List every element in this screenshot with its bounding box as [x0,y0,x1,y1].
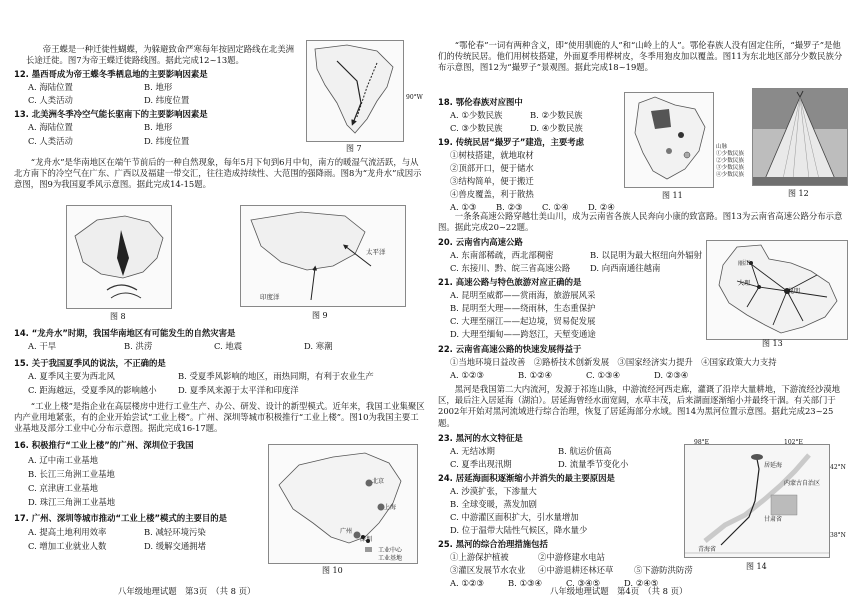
question-21: 21. 高速公路与特色旅游对应正确的是 [438,277,582,287]
q25-option-a[interactable]: A. ①②③ [450,578,484,588]
q20-option-d[interactable]: D. 向西南通往越南 [590,263,661,273]
q15-option-a[interactable]: A. 夏季风主要为西北风 [28,371,115,381]
intro-industry-upstairs: “工业上楼”是指企业在高层楼房中进行工业生产、办公、研发、设计的新型模式。近年来，我国工业集聚区内产业用地紧张，有的企业开始尝试“工业上楼”。广州、深圳等城市积极推行“工业上楼”。图10为我国主要工业基地及部分工业中心分布示意图。据此完成16-17题。 [14,401,425,434]
q25-item-5: ⑤下游防洪防涝 [634,565,693,575]
fig11-legend-4: ④少数民族 [716,172,744,178]
q16-option-d[interactable]: D. 珠江三角洲工业基地 [28,497,116,507]
q24-option-b[interactable]: B. 全球变暖，蒸发加剧 [450,499,537,509]
figure-13-caption: 图 13 [762,339,783,348]
fig9-label-pacific: 太平洋 [366,248,386,256]
yunnan-highway-map [707,241,847,339]
fig14-label-juyan-lake: 居延海 [764,462,783,469]
q18-option-b[interactable]: B. ②少数民族 [530,110,583,120]
northeast-minorities-map [625,93,713,187]
q12-option-c[interactable]: C. 人类活动 [28,95,73,105]
q17-option-c[interactable]: C. 增加工业就业人数 [28,541,107,551]
q13-option-b[interactable]: B. 地形 [144,122,173,132]
figure-11-caption: 图 11 [662,191,683,200]
q17-option-a[interactable]: A. 提高土地利用效率 [28,527,107,537]
q22-option-b[interactable]: B. ①②④ [518,370,553,380]
q19-option-d[interactable]: D. ②④ [588,202,615,212]
fig13-label-dali: 大理 [738,280,751,287]
q23-option-d[interactable]: D. 流量季节变化小 [558,459,629,469]
q18-option-d[interactable]: D. ④少数民族 [530,123,583,133]
q15-option-c[interactable]: C. 距海越远，受夏季风的影响越小 [28,385,157,395]
fig11-legend [716,144,744,179]
q20-option-b[interactable]: B. 以昆明为最大枢纽向外辐射 [590,250,702,260]
question-13: 13. 北美洲冬季冷空气能长驱南下的主要影响因素是 [14,109,208,119]
question-19: 19. 传统民居“撮罗子”建造，主要考虑 [438,137,585,147]
q15-option-b[interactable]: B. 受夏季风影响的地区，雨热同期，有利于农业生产 [178,371,374,381]
q23-option-b[interactable]: B. 航运价值高 [558,446,612,456]
q19-option-a[interactable]: A. ①③ [450,202,477,212]
figure-11-map [624,92,714,188]
q16-option-a[interactable]: A. 辽中南工业基地 [28,455,98,465]
q12-option-a[interactable]: A. 海陆位置 [28,82,73,92]
q16-option-b[interactable]: B. 长江三角洲工业基地 [28,469,115,479]
fig11-legend-1: ①少数民族 [716,151,744,157]
q25-option-d[interactable]: D. ②④⑤ [624,578,659,588]
q25-option-c[interactable]: C. ③④⑤ [566,578,600,588]
intro-yunnan-highway: 一条条高速公路穿越壮美山川，成为云南省各族人民奔向小康的致富路。图13为云南省高速公路分布示意图。据此完成20~22题。 [438,211,843,233]
q22-option-c[interactable]: C. ①③④ [586,370,620,380]
question-15: 15. 关于我国夏季风的说法，不正确的是 [14,358,166,368]
q19-item-1: ①树枝搭建，就地取材 [450,150,534,160]
fig14-label-gansu: 甘肃省 [764,516,783,523]
fig10-legend-base: 工业基地 [378,555,403,562]
q25-item-2: ②中游修建水电站 [538,552,605,562]
q21-option-a[interactable]: A. 昆明至威都——赏雨海，旅游展风采 [450,290,596,300]
q18-option-a[interactable]: A. ①少数民族 [450,110,503,120]
q24-option-d[interactable]: D. 位于温带大陆性气候区，降水量少 [450,525,588,535]
fig13-label-lijiang: 丽江 [738,260,751,267]
q22-option-a[interactable]: A. ①②③ [450,370,484,380]
q20-option-c[interactable]: C. 东接川、黔、皖三省高速公路 [450,263,571,273]
cuoluozi-tent-photo [753,89,847,185]
intro-heihe-river: 黑河是我国第二大内流河，发源于祁连山脉，中游流经河西走廊，灌溉了沿岸大量耕地，下游流经沙漠地区，最后注入居延海（湖泊）。居延海曾经水面宽阔，水草丰茂，后来湖面逐渐缩小并最终干涸。有关部门于2002年开始对黑河流域进行综合治理，恢复了居延海部分水域。图14为黑河位置示意图。据此完成23~25题。 [438,384,841,428]
figure-14-map [684,444,830,558]
q13-option-d[interactable]: D. 纬度位置 [144,136,190,146]
fig9-label-indian-ocean: 印度洋 [260,293,280,301]
fig10-label-beijing: 北京 [372,478,385,485]
figure-10-caption: 图 10 [322,566,343,575]
question-16: 16. 积极推行“工业上楼”的广州、深圳位于我国 [14,440,194,450]
q14-option-a[interactable]: A. 干旱 [28,341,57,351]
figure-8-caption: 图 8 [110,312,126,321]
intro-monarch: 帝王蝶是一种迁徙性蝴蝶，为躲避致命严寒每年按固定路线在北美洲长途迁徙。图7为帝王蝶迁徙路线图。据此完成12~13题。 [26,44,295,66]
question-14: 14. “龙舟水”时期，我国华南地区有可能发生的自然灾害是 [14,328,236,338]
figure-7-caption: 图 7 [346,144,362,153]
q12-option-b[interactable]: B. 地形 [144,82,173,92]
dragon-boat-water-diagram [67,206,171,308]
q19-item-2: ②顶部开口，便于储水 [450,163,534,173]
question-22: 22. 云南省高速公路的快速发展得益于 [438,344,582,354]
fig14-lon-98e: 98°E [694,439,710,446]
fig7-longitude: 90°W [406,94,423,101]
heihe-river-map [685,445,829,557]
fig14-lon-102e: 102°E [784,439,803,446]
q25-option-b[interactable]: B. ①③④ [508,578,543,588]
fig10-label-guangzhou: 广州 [340,528,353,535]
q16-option-c[interactable]: C. 京津唐工业基地 [28,483,99,493]
figure-13-map [706,240,848,340]
fig10-label-shenzhen: 深圳 [360,536,373,543]
q19-item-3: ③结构简单，便于搬迁 [450,176,534,186]
right-column [438,0,850,608]
q21-option-b[interactable]: B. 昆明至大理——绕雨林，生态重保护 [450,303,596,313]
q23-option-c[interactable]: C. 夏季出现汛期 [450,459,512,469]
figure-12-photo [752,88,848,186]
monarch-route-map [307,41,403,141]
fig14-label-inner-mongolia: 内蒙古自治区 [784,480,821,487]
page-footer-3: 八年级地理试题 第3页 （共 8 页） [118,586,256,596]
question-23: 23. 黑河的水文特征是 [438,433,523,443]
q21-option-c[interactable]: C. 大理至丽江——起边境，贸易促发展 [450,316,596,326]
fig11-legend-3: ③少数民族 [716,165,744,171]
intro-oroqen: “鄂伦春”一词有两种含义，即“使用驯鹿的人”和“山岭上的人”。鄂伦春族人没有固定住所，“撮罗子”是他们的传统民居。他们用树枝搭建，外面夏季用桦树皮，冬季用狍皮加以覆盖。图11为东北地区部分少数民族分布示意图，图12为“撮罗子”景观图。据此完成18~19题。 [438,40,843,73]
figure-8-map [66,205,172,309]
q14-option-c[interactable]: C. 地震 [214,341,243,351]
left-column [14,0,426,608]
q24-option-a[interactable]: A. 沙漠扩张，下渗量大 [450,486,537,496]
q19-item-4: ④兽皮覆盖，利于散热 [450,189,534,199]
q25-item-4: ④中游退耕还林还草 [538,565,614,575]
figure-7-map [306,40,404,142]
q23-option-a[interactable]: A. 无结冰期 [450,446,495,456]
q18-option-c[interactable]: C. ③少数民族 [450,123,503,133]
fig10-label-shanghai: 上海 [384,504,397,511]
q19-option-c[interactable]: C. ①④ [542,202,569,212]
figure-14-caption: 图 14 [746,562,767,571]
q17-option-d[interactable]: D. 缓解交通拥堵 [144,541,206,551]
question-18: 18. 鄂伦春族对应图中 [438,97,523,107]
figure-9-caption: 图 9 [312,311,328,320]
q22-option-d[interactable]: D. ②③④ [654,370,689,380]
q15-option-d[interactable]: D. 夏季风来源于太平洋和印度洋 [178,385,299,395]
question-24: 24. 居延海面积逐渐缩小并消失的最主要原因是 [438,473,615,483]
question-25: 25. 黑河的综合治理措施包括 [438,539,548,549]
q17-option-b[interactable]: B. 减轻环境污染 [144,527,206,537]
question-12: 12. 墨西哥成为帝王蝶冬季栖息地的主要影响因素是 [14,69,208,79]
q22-items: ①当地环境日益改善 ②路桥技术创新发展 ③国家经济实力提升 ④国家政策大力支持 [450,357,777,367]
fig11-legend-mountain: 山脉 [716,144,728,150]
fig14-lat-42n: 42°N [830,464,846,471]
page-footer-4: 八年级地理试题 第4页 （共 8 页） [550,586,688,596]
intro-dragon-boat-water: “龙舟水”是华南地区在端午节前后的一种自然现象，每年5月下旬到6月中旬，南方的暖湿气流活跃，与从北方南下的冷空气在广东、广西以及福建一带交汇，往往造成持续性、大范围的强降雨。图8为“龙舟水”成因示意图，图9为我国夏季风示意图。据此完成14-15题。 [14,157,422,190]
q25-item-3: ③灌区发展节水农业 [450,565,526,575]
fig14-label-qinghai: 青海省 [698,546,717,553]
q14-option-b[interactable]: B. 洪涝 [124,341,153,351]
q24-option-c[interactable]: C. 中游灌区面积扩大，引水量增加 [450,512,579,522]
q21-option-d[interactable]: D. 大理至缅甸——跨怒江，天堑变通途 [450,329,596,339]
q20-option-a[interactable]: A. 东南部稀疏，西北部稠密 [450,250,554,260]
fig11-legend-2: ②少数民族 [716,158,744,164]
figure-12-caption: 图 12 [788,189,809,198]
q12-option-d[interactable]: D. 纬度位置 [144,95,190,105]
q14-option-d[interactable]: D. 寒潮 [304,341,333,351]
q13-option-a[interactable]: A. 海陆位置 [28,122,73,132]
question-20: 20. 云南省内高速公路 [438,237,523,247]
q25-item-1: ①上游保护植被 [450,552,509,562]
q13-option-c[interactable]: C. 人类活动 [28,136,73,146]
fig13-label-kunming: 昆明 [788,288,801,295]
q19-option-b[interactable]: B. ②③ [496,202,523,212]
fig10-legend-center: 工业中心 [378,547,403,554]
question-17: 17. 广州、深圳等城市推动“工业上楼”模式的主要目的是 [14,513,228,523]
fig14-lat-38n: 38°N [830,532,846,539]
